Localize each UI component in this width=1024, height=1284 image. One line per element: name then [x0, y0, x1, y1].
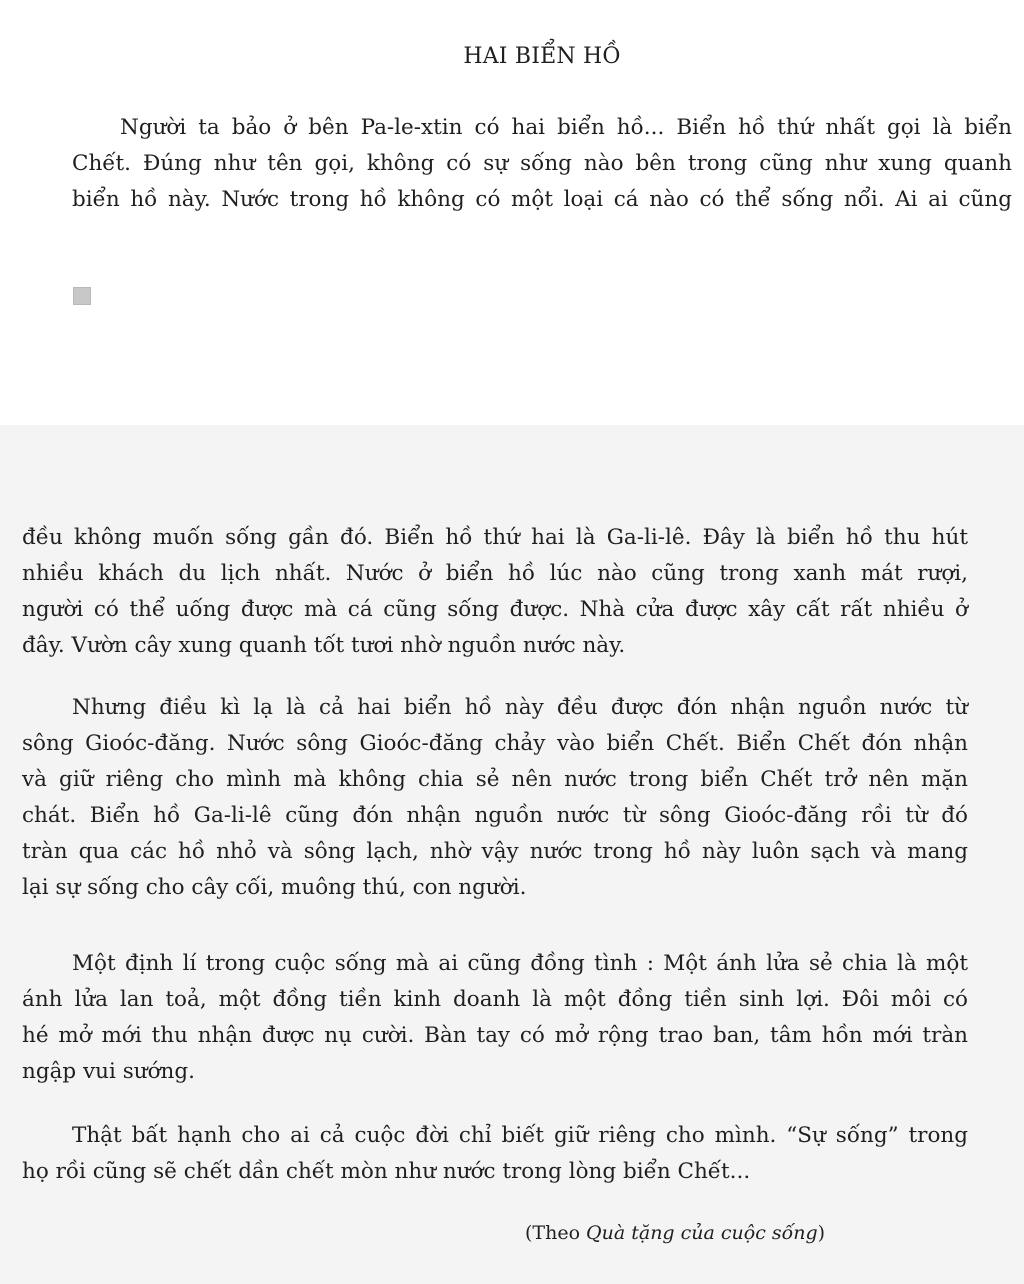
paragraph-line: Nhưng điều kì lạ là cả hai biển hồ này đều được đón nhận nguồn nước từ: [72, 695, 968, 720]
paragraph-line: và giữ riêng cho mình mà không chia sẻ nên nước trong biển Chết trở nên mặn: [22, 767, 968, 792]
paragraph-line: họ rồi cũng sẽ chết dần chết mòn như nước trong lòng biển Chết...: [22, 1159, 751, 1184]
paragraph-line: ánh lửa lan toả, một đồng tiền kinh doanh là một đồng tiền sinh lợi. Đôi môi có: [22, 987, 968, 1012]
source-prefix: (Theo: [525, 1222, 587, 1244]
paragraph-line: Chết. Đúng như tên gọi, không có sự sống nào bên trong cũng như xung quanh: [72, 151, 1012, 176]
image-placeholder-icon: [73, 287, 91, 305]
paragraph-line: biển hồ này. Nước trong hồ không có một loại cá nào có thể sống nổi. Ai ai cũng: [72, 187, 1012, 212]
source-suffix: ): [817, 1222, 826, 1244]
paragraph-line: Một định lí trong cuộc sống mà ai cũng đồng tình : Một ánh lửa sẻ chia là một: [72, 951, 968, 976]
paragraph-line: người có thể uống được mà cá cũng sống được. Nhà cửa được xây cất rất nhiều ở: [22, 597, 968, 622]
paragraph-line: tràn qua các hồ nhỏ và sông lạch, nhờ vậy nước trong hồ này luôn sạch và mang: [22, 839, 968, 864]
paragraph-line: chát. Biển hồ Ga-li-lê cũng đón nhận nguồn nước từ sông Gioóc-đăng rồi từ đó: [22, 803, 968, 828]
page-title: HAI BIỂN HỒ: [463, 44, 621, 69]
paragraph-line: Người ta bảo ở bên Pa-le-xtin có hai biển hồ... Biển hồ thứ nhất gọi là biển: [120, 115, 1012, 140]
paragraph-line: sông Gioóc-đăng. Nước sông Gioóc-đăng chảy vào biển Chết. Biển Chết đón nhận: [22, 731, 968, 756]
paragraph-line: Thật bất hạnh cho ai cả cuộc đời chỉ biết giữ riêng cho mình. “Sự sống” trong: [72, 1123, 968, 1148]
paragraph-1-bottom: [22, 520, 968, 664]
source-book-title: Quà tặng của cuộc sống: [586, 1222, 818, 1244]
paragraph-line: hé mở mới thu nhận được nụ cười. Bàn tay có mở rộng trao ban, tâm hồn mới tràn: [22, 1023, 968, 1048]
source-citation: [525, 1222, 825, 1244]
paragraph-4: [22, 1118, 968, 1190]
paragraph-line: ngập vui sướng.: [22, 1059, 195, 1084]
paragraph-3: [22, 946, 968, 1090]
paragraph-2: [22, 690, 968, 906]
paragraph-1-top: [72, 110, 1012, 218]
paragraph-line: đây. Vườn cây xung quanh tốt tươi nhờ nguồn nước này.: [22, 633, 626, 658]
paragraph-line: nhiều khách du lịch nhất. Nước ở biển hồ lúc nào cũng trong xanh mát rượi,: [22, 561, 968, 586]
paragraph-line: lại sự sống cho cây cối, muông thú, con người.: [22, 875, 527, 900]
paragraph-line: đều không muốn sống gần đó. Biển hồ thứ hai là Ga-li-lê. Đây là biển hồ thu hút: [22, 525, 968, 550]
